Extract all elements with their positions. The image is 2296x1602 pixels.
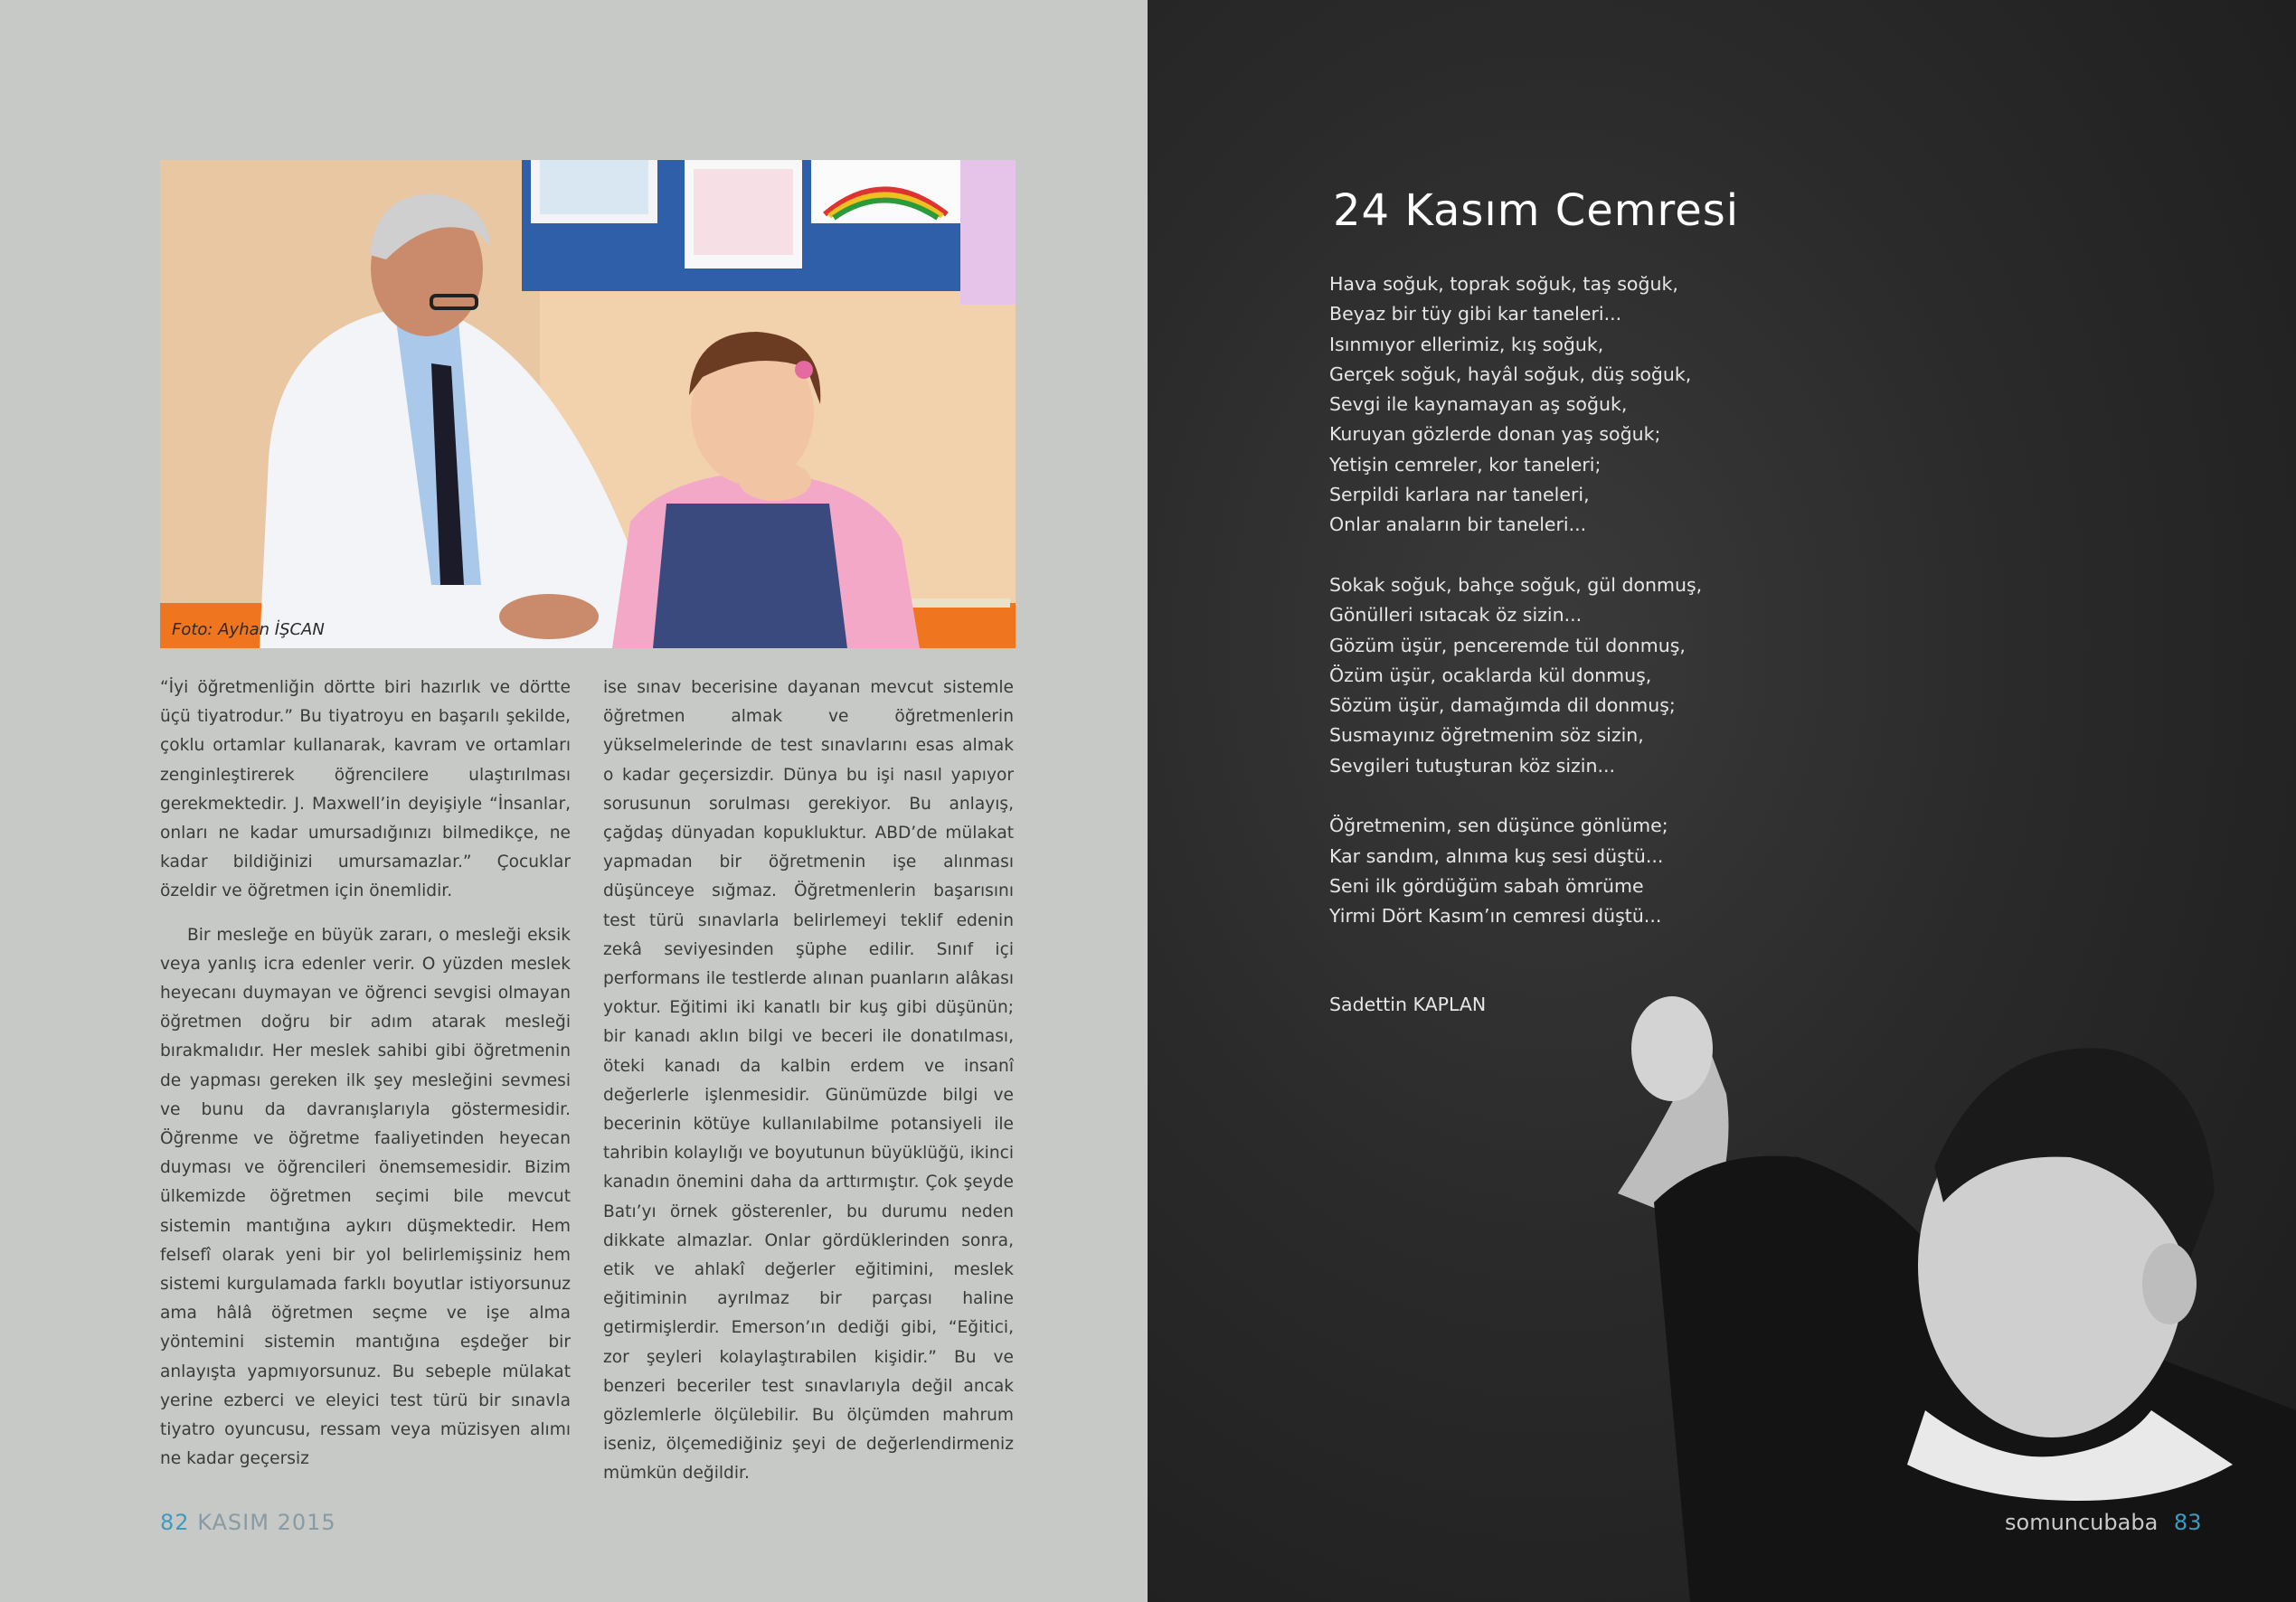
poem-line: Hava soğuk, toprak soğuk, taş soğuk, <box>1329 273 1678 295</box>
poem-line: Sokak soğuk, bahçe soğuk, gül donmuş, <box>1329 573 1703 596</box>
article-paragraph: “İyi öğretmenliğin dörtte biri hazırlık ve dörtte üçü tiyatrodur.” Bu tiyatroyu en başarılı şekilde, çoklu ortamlar kullanarak, kavram ve ortamları zenginleştirerek öğrencilere ulaştırılması gerekmektedir. J. Maxwell’in deyişiyle “İnsanlar, onları ne kadar umursadığınızı bilmedikçe, ne kadar bildiğinizi umursamazlar.” Çocuklar özeldir ve öğretmen için önemlidir. <box>160 678 571 901</box>
poem-line: Kuruyan gözlerde donan yaş soğuk; <box>1329 423 1661 446</box>
poem-line: Sözüm üşür, damağımda dil donmuş; <box>1329 694 1676 717</box>
poem-stanza <box>1329 570 1702 781</box>
article-column-2 <box>603 674 1014 1489</box>
poem-author: Sadettin KAPLAN <box>1329 994 1487 1015</box>
folio-left <box>160 1510 336 1535</box>
poem-line: Onlar anaların bir taneleri... <box>1329 514 1587 536</box>
poem-line: Sevgileri tutuşturan köz sizin... <box>1329 754 1616 777</box>
poem-line: Yirmi Dört Kasım’ın cemresi düştü... <box>1329 905 1662 928</box>
poem-line: Yetişin cemreler, kor taneleri; <box>1329 453 1602 476</box>
poem-body <box>1329 269 1702 962</box>
photo-credit: Foto: Ayhan İŞCAN <box>172 620 325 639</box>
poem-line: Isınmıyor ellerimiz, kış soğuk, <box>1329 333 1604 355</box>
article-paragraph: Bir mesleğe en büyük zararı, o mesleği eksik veya yanlış icra edenler verir. O yüzden meslek heyecanı duymayan ve öğrenci sevgisi olmayan öğretmen doğru bir adım atarak mesleği bırakmalıdır. Her meslek sahibi gibi öğretmenin de yapması gereken ilk şey mesleğini sevmesi ve bunu da davranışlarıyla göstermesidir. Öğrenme ve öğretme faaliyetinden heyecan duyması ve öğrencileri önemsemesidir. Bizim ülkemizde öğretmen seçimi bile mevcut sistemin mantığına aykırı düşmektedir. Hem felsefî olarak yeni bir yol belirlemişsiniz hem sistemi kurgulamada farklı boyutlar istiyorsunuz ama hâlâ öğretmen seçme ve işe alma yöntemini sistemin mantığına eşdeğer bir anlayışta yapmıyorsunuz. Bu sebeple mülakat yerine ezberci ve eleyici test türü bir sınavla tiyatro oyuncusu, ressam veya müzisyen alımı ne kadar geçersiz <box>160 925 571 1469</box>
poem-line: Sevgi ile kaynamayan aş soğuk, <box>1329 393 1628 416</box>
page-number: 83 <box>2173 1510 2202 1535</box>
teacher-student-photo <box>160 160 1016 648</box>
article-column-1 <box>160 674 571 1474</box>
poem-line: Gerçek soğuk, hayâl soğuk, düş soğuk, <box>1329 363 1692 385</box>
article-paragraph: ise sınav becerisine dayanan mevcut sistemle öğretmen almak ve öğretmenlerin yükselmelerinde de test sınavlarını esas almak o kadar geçersizdir. Dünya bu işi nasıl yapıyor sorusunun sorulması gerekiyor. Bu anlayış, çağdaş dünyadan kopukluktur. ABD’de mülakat yapmadan bir öğretmenin işe alınması düşünceye sığmaz. Öğretmenlerin başarısını test türü sınavlarla belirlemeyi teklif edenin zekâ seviyesinden şüphe edilir. Sınıf içi performans ile testlerde alınan puanların alâkası yoktur. Eğitimi iki kanatlı bir kuş gibi düşünün; bir kanadı aklın bilgi ve beceri ile donatılması, öteki kanadı da kalbin erdem ve insanî değerlerle işlenmesidir. Günümüzde bilgi ve becerinin kötüye kullanılabilme potansiyeli ile tahribin kolaylığı ve boyutunun büyüklüğü, ikinci kanadın önemini daha da arttırmıştır. Çok şeyde Batı’yı örnek gösterenler, bu durumu neden dikkate almazlar. Onlar gördüklerinden sonra, etik ve ahlakî değerler eğitimini, meslek eğitiminin ayrılmaz bir parçası haline getirmişlerdir. Emerson’ın dediği gibi, “Eğitici, zor şeyleri kolaylaştırabilen kişidir.” Bu ve benzeri beceriler test sınavlarıyla değil ancak gözlemlerle ölçülebilir. Bu ölçümden mahrum iseniz, ölçemediğiniz şeyi de değerlendirmeniz mümkün değildir. <box>603 678 1014 1484</box>
magazine-name: somuncubaba <box>2005 1510 2159 1535</box>
poem-line: Öğretmenim, sen düşünce gönlüme; <box>1329 815 1668 837</box>
poem-stanza <box>1329 811 1702 931</box>
poem-line: Beyaz bir tüy gibi kar taneleri... <box>1329 303 1622 325</box>
poem-title: 24 Kasım Cemresi <box>1333 185 1740 236</box>
page-number: 82 <box>160 1510 190 1535</box>
teacher-student-illustration <box>160 160 1016 648</box>
poem-line: Kar sandım, alnıma kuş sesi düştü... <box>1329 844 1664 867</box>
poem-stanza <box>1329 269 1702 541</box>
poem-line: Susmayınız öğretmenim söz sizin, <box>1329 724 1644 747</box>
folio-right <box>2005 1510 2201 1535</box>
poem-line: Serpildi karlara nar taneleri, <box>1329 484 1590 506</box>
boy-at-chalkboard-photo <box>1148 0 2296 1602</box>
poem-line: Özüm üşür, ocaklarda kül donmuş, <box>1329 664 1652 686</box>
right-page <box>1148 0 2296 1602</box>
poem-line: Gözüm üşür, penceremde tül donmuş, <box>1329 634 1686 656</box>
issue-label: KASIM 2015 <box>197 1510 336 1535</box>
poem-line: Gönülleri ısıtacak öz sizin... <box>1329 604 1583 627</box>
poem-line: Seni ilk gördüğüm sabah ömrüme <box>1329 874 1644 897</box>
